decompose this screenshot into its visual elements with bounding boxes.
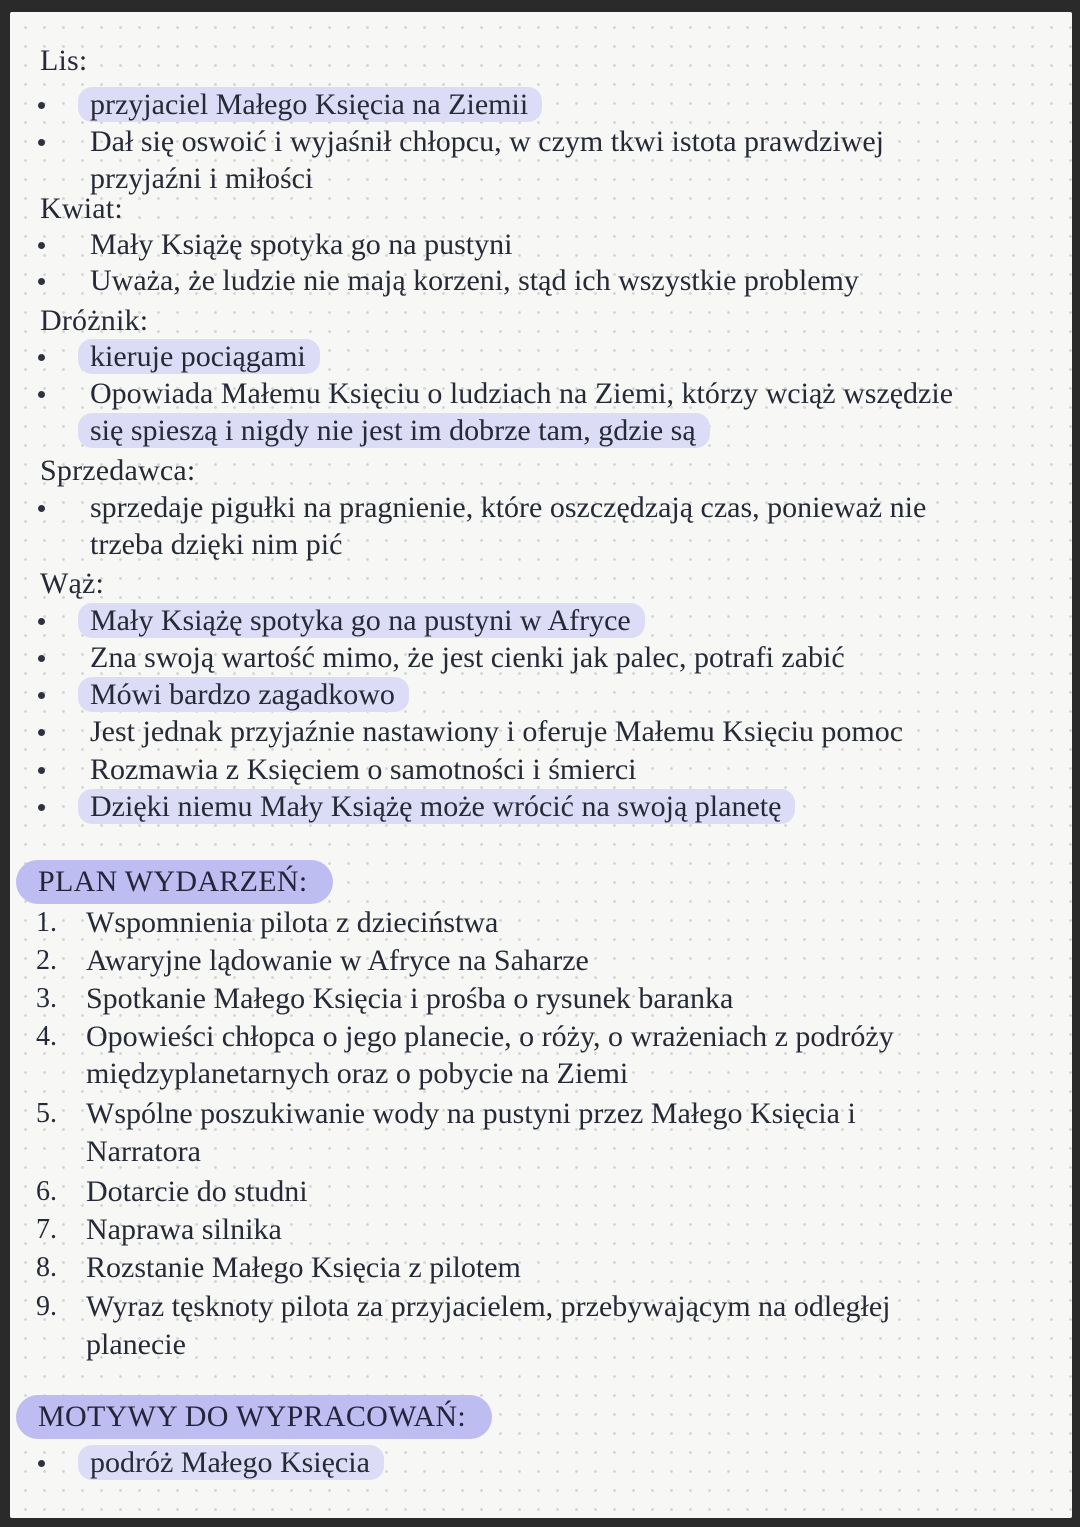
list-item-text: Opowiada Małemu Księciu o ludziach na Ziemi, którzy wciąż wszędzie [90, 377, 954, 410]
list-item-text-continued: planecie [86, 1328, 186, 1361]
bullet-icon [38, 354, 45, 361]
character-heading-droznik: Dróżnik: [40, 304, 149, 337]
list-item-text: Uważa, że ludzie nie mają korzeni, stąd ich wszystkie problemy [90, 264, 859, 297]
bullet-icon [38, 391, 45, 398]
list-item-text-continued: Narratora [86, 1135, 201, 1168]
list-item-text: Dotarcie do studni [86, 1175, 308, 1208]
character-heading-sprzedawca: Sprzedawca: [40, 454, 196, 487]
character-heading-waz: Wąż: [40, 567, 105, 600]
bullet-icon [38, 505, 45, 512]
item-number: 8. [36, 1252, 57, 1283]
list-item-text: Dał się oswoić i wyjaśnił chłopcu, w czym tkwi istota prawdziwej [90, 125, 884, 158]
list-item-text: Rozmawia z Księciem o samotności i śmierci [90, 753, 637, 786]
list-item-text: Awaryjne lądowanie w Afryce na Saharze [86, 944, 589, 977]
highlighted-text: Mały Książę spotyka go na pustyni w Afryce [78, 603, 645, 638]
character-heading-lis: Lis: [40, 44, 88, 77]
list-item-text: Wspólne poszukiwanie wody na pustyni przez Małego Księcia i [86, 1097, 856, 1130]
item-number: 1. [36, 907, 57, 938]
list-item-text: Wspomnienia pilota z dzieciństwa [86, 906, 499, 939]
highlighted-text: kieruje pociągami [78, 339, 320, 374]
bullet-icon [38, 655, 45, 662]
item-number: 6. [36, 1176, 57, 1207]
item-number: 5. [36, 1098, 57, 1129]
list-item-text-continued: międzyplanetarnych oraz o pobycie na Ziemi [86, 1057, 629, 1090]
bullet-icon [38, 729, 45, 736]
section-heading-plan: PLAN WYDARZEŃ: [16, 860, 333, 904]
list-item-text: Jest jednak przyjaźnie nastawiony i oferuje Małemu Księciu pomoc [90, 715, 904, 748]
highlighted-text: podróż Małego Księcia [78, 1445, 384, 1480]
item-number: 3. [36, 983, 57, 1014]
list-item-text-continued: przyjaźni i miłości [90, 162, 314, 195]
bullet-icon [38, 804, 45, 811]
list-item-text: Rozstanie Małego Księcia z pilotem [86, 1251, 521, 1284]
bullet-icon [38, 767, 45, 774]
list-item-text: Mały Książę spotyka go na pustyni [90, 228, 513, 261]
list-item-text: Wyraz tęsknoty pilota za przyjacielem, przebywającym na odległej [86, 1290, 891, 1323]
notes-page [10, 12, 1072, 1518]
bullet-icon [38, 692, 45, 699]
list-item-text: Naprawa silnika [86, 1213, 282, 1246]
item-number: 2. [36, 945, 57, 976]
list-item-text-continued: trzeba dzięki nim pić [90, 528, 343, 561]
highlighted-text: Mówi bardzo zagadkowo [78, 677, 409, 712]
section-heading-motifs: MOTYWY DO WYPRACOWAŃ: [16, 1395, 492, 1439]
bullet-icon [38, 618, 45, 625]
character-heading-kwiat: Kwiat: [40, 192, 123, 225]
list-item-text: Spotkanie Małego Księcia i prośba o rysunek baranka [86, 982, 734, 1015]
highlighted-text: przyjaciel Małego Księcia na Ziemii [78, 87, 542, 122]
bullet-icon [38, 278, 45, 285]
bullet-icon [38, 139, 45, 146]
highlighted-text: się spieszą i nigdy nie jest im dobrze tam, gdzie są [78, 413, 710, 448]
item-number: 4. [36, 1021, 57, 1052]
bullet-icon [38, 1460, 45, 1467]
item-number: 9. [36, 1291, 57, 1322]
list-item-text: sprzedaje pigułki na pragnienie, które oszczędzają czas, ponieważ nie [90, 491, 927, 524]
list-item-text: Opowieści chłopca o jego planecie, o róży, o wrażeniach z podróży [86, 1020, 894, 1053]
list-item-text: Zna swoją wartość mimo, że jest cienki jak palec, potrafi zabić [90, 641, 845, 674]
bullet-icon [38, 242, 45, 249]
bullet-icon [38, 102, 45, 109]
highlighted-text: Dzięki niemu Mały Książę może wrócić na swoją planetę [78, 789, 795, 824]
item-number: 7. [36, 1214, 57, 1245]
